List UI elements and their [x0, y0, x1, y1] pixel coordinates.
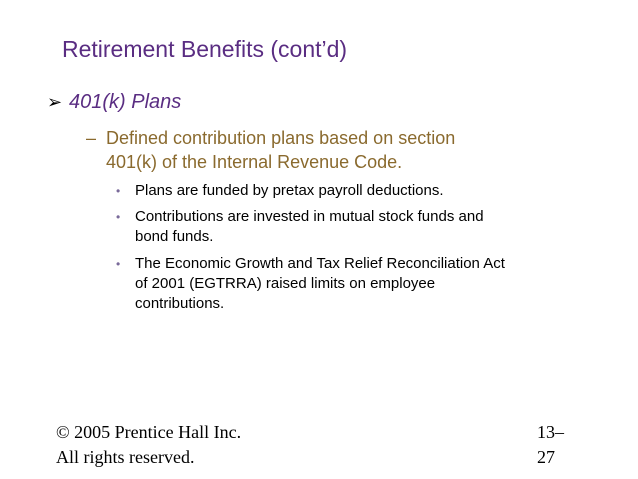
- slide-title: Retirement Benefits (cont’d): [62, 36, 348, 62]
- bullet-dot-icon: •: [116, 184, 121, 198]
- page-number-line: 27: [537, 447, 555, 467]
- level2-line: Defined contribution plans based on section: [106, 128, 456, 148]
- bullet-text: [135, 254, 610, 314]
- bullet-line: Plans are funded by pretax payroll deductions.: [135, 182, 444, 199]
- level1-text: 401(k) Plans: [69, 91, 182, 113]
- bullet-line: The Economic Growth and Tax Relief Reconciliation Act: [135, 255, 505, 272]
- bullet-dot-icon: •: [116, 257, 121, 271]
- bullet-dot-icon: •: [116, 210, 121, 224]
- level2-line: 401(k) of the Internal Revenue Code.: [106, 152, 403, 172]
- page-number-line: 13–: [537, 422, 564, 442]
- bullet-text: [135, 207, 610, 247]
- copyright-line: All rights reserved.: [56, 447, 195, 467]
- bullet-line: contributions.: [135, 295, 225, 312]
- copyright-line: © 2005 Prentice Hall Inc.: [56, 422, 242, 442]
- bullet-line: Contributions are invested in mutual stock funds and: [135, 208, 484, 225]
- dash-bullet: –: [86, 128, 97, 148]
- bullet-line: bond funds.: [135, 228, 214, 245]
- bullet-line: of 2001 (EGTRRA) raised limits on employee: [135, 275, 436, 292]
- level1-item: [47, 91, 181, 114]
- bullet-text: [135, 181, 610, 201]
- footer-page-number: [537, 420, 564, 470]
- level2-text: [106, 126, 546, 174]
- footer-copyright: [56, 420, 241, 470]
- arrow-bullet-icon: ➢: [47, 92, 63, 113]
